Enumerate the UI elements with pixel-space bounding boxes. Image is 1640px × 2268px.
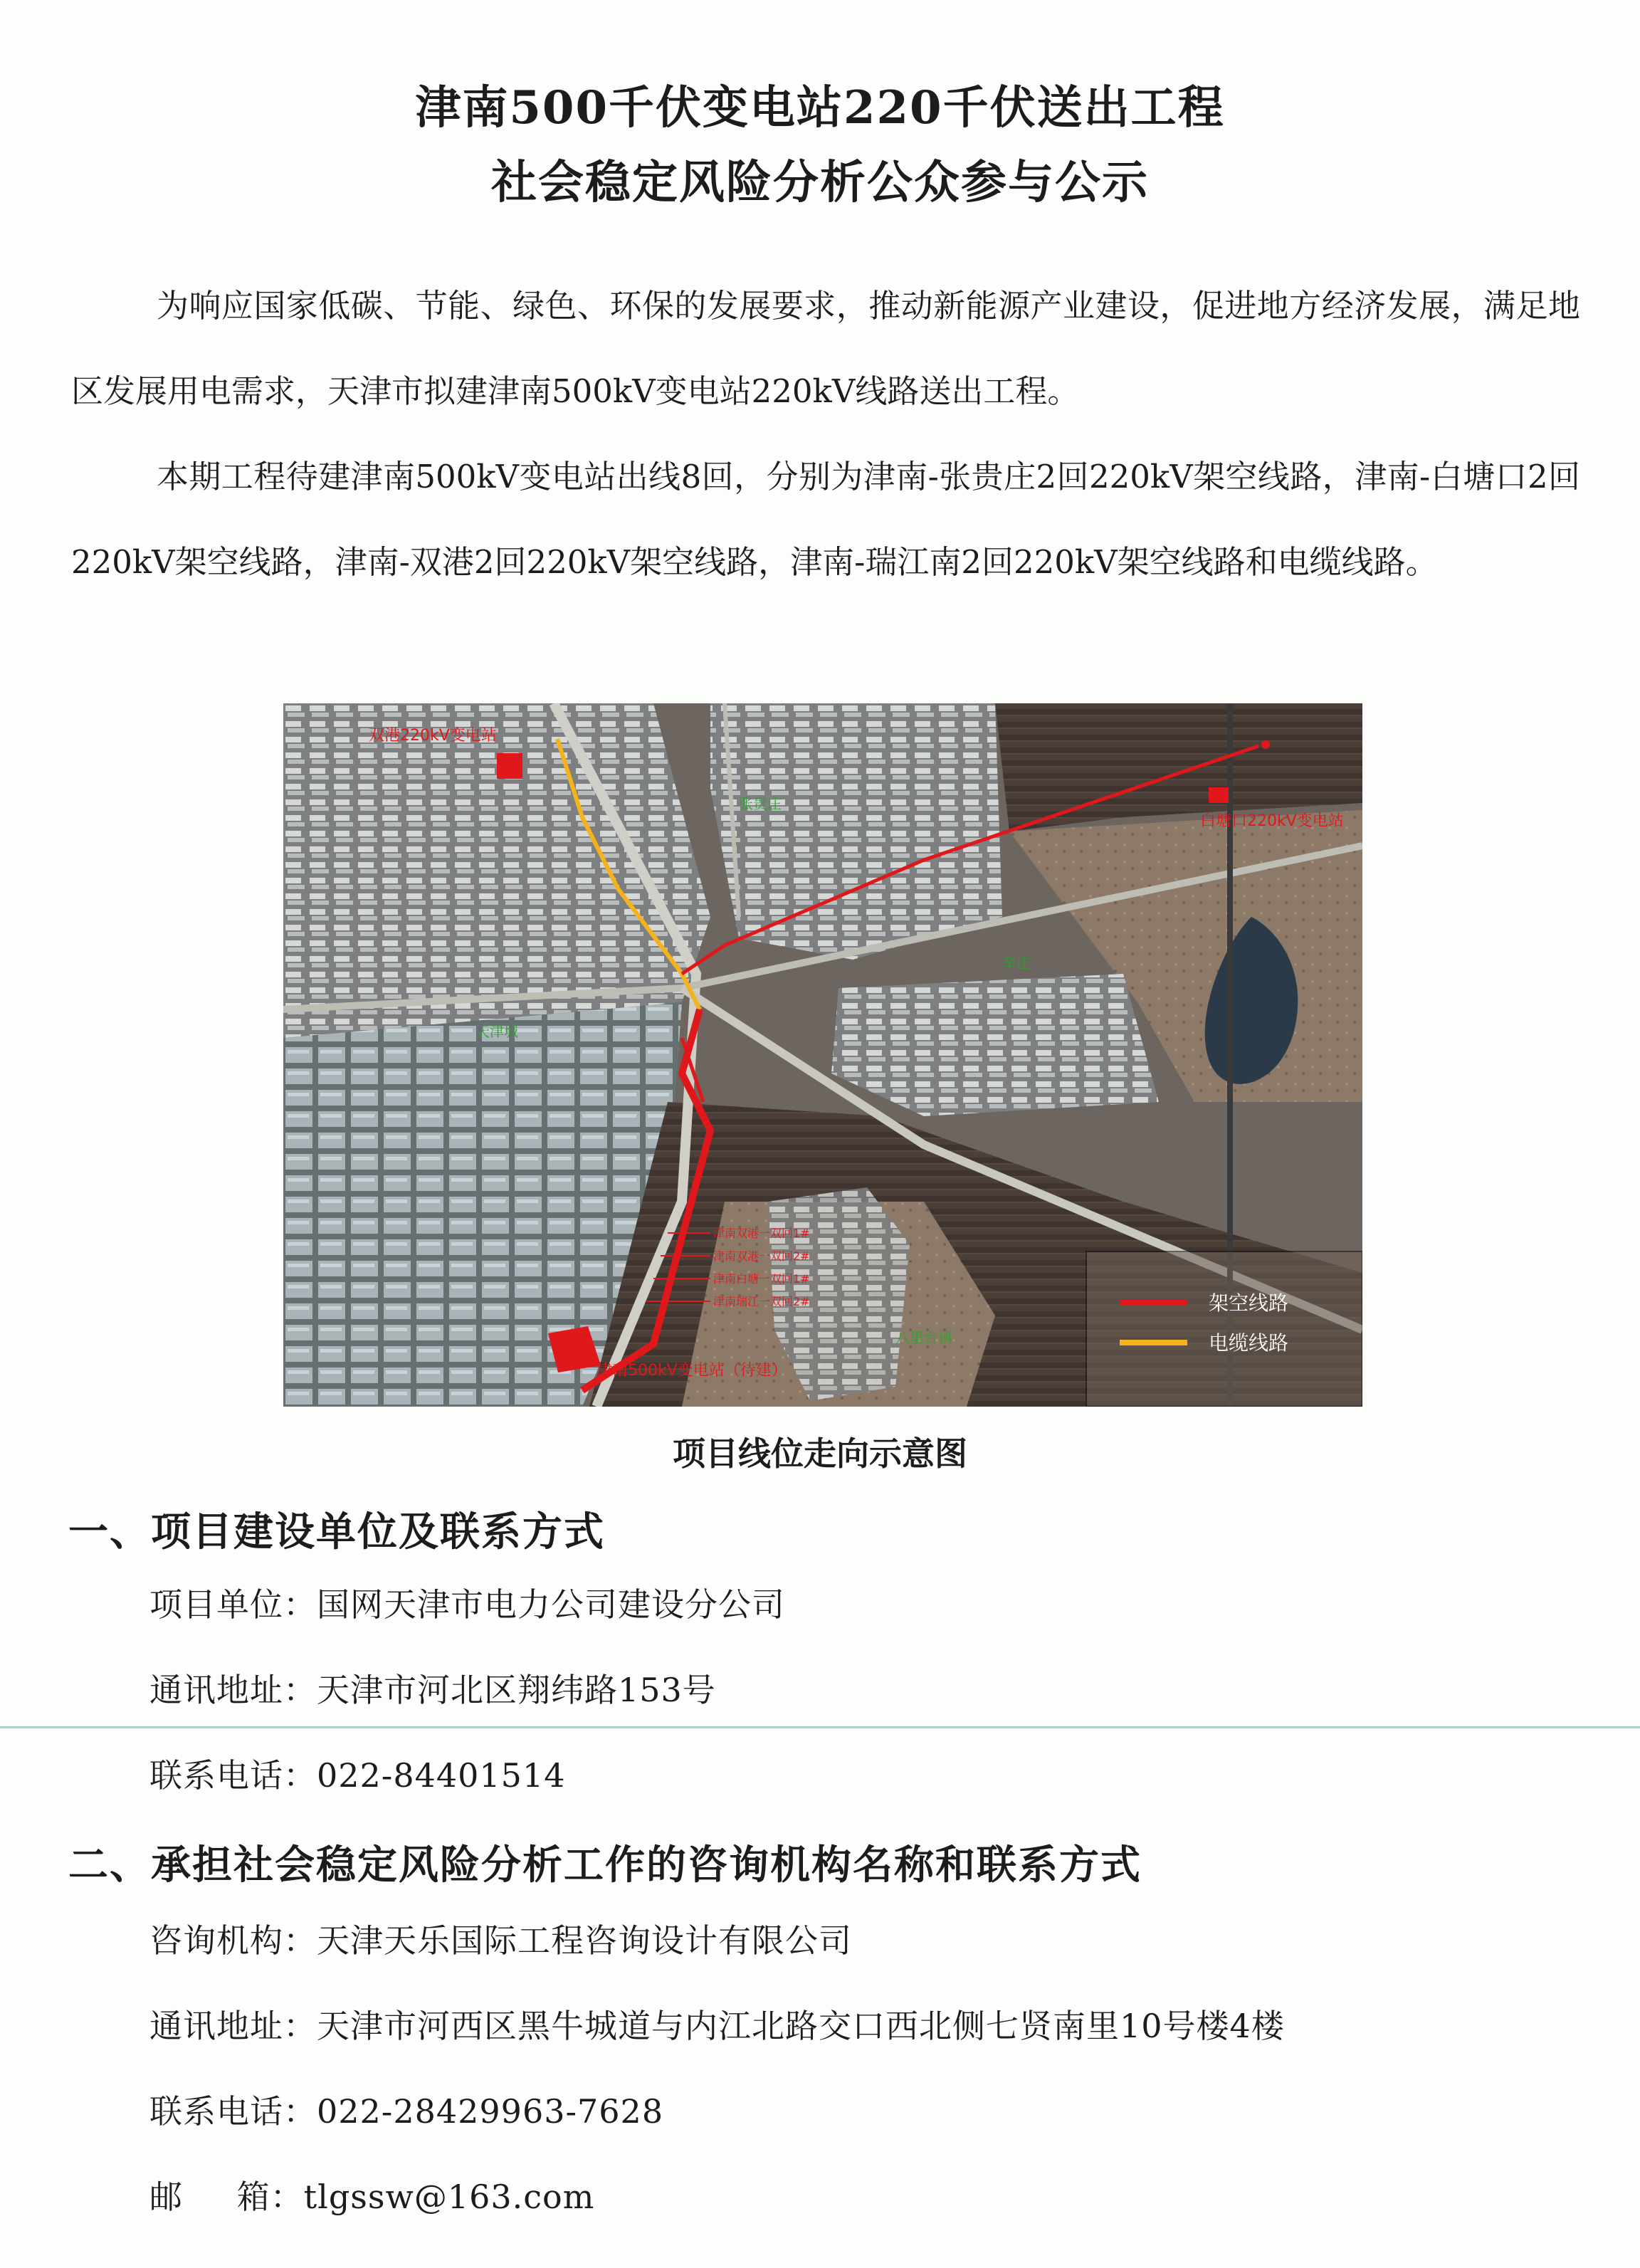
map-label-line-3: 津南白塘一双回1# — [713, 1272, 810, 1286]
address-row-2 — [149, 2000, 1285, 2047]
unit-value: 国网天津市电力公司建设分公司 — [317, 1585, 785, 1624]
section-2-heading: 二、承担社会稳定风险分析工作的咨询机构名称和联系方式 — [68, 1842, 1142, 1889]
intro-paragraph-1: 为响应国家低碳、节能、绿色、环保的发展要求，推动新能源产业建设，促进地方经济发展，满足地区发展用电需求，天津市拟建津南500kV变电站220kV线路送出工程。 — [71, 287, 1580, 410]
map-label-station-main: 津南500kV变电站（待建） — [596, 1362, 787, 1380]
station-marker-tl — [497, 753, 522, 779]
phone-value-2: 022-28429963-7628 — [317, 2092, 664, 2131]
map-label-green-4: 八里台镇 — [895, 1329, 952, 1346]
address-row-1 — [149, 1664, 716, 1711]
map-label-station-tl: 双港220kV变电站 — [369, 727, 497, 745]
phone-label-2: 联系电话： — [149, 2092, 317, 2131]
email-label: 邮 箱： — [149, 2178, 304, 2216]
map-legend — [1086, 1251, 1362, 1407]
map-label-green-2: 天津城 — [475, 1023, 518, 1040]
map-label-green-3: 辛庄 — [1002, 955, 1031, 972]
address-value-1: 天津市河北区翔纬路153号 — [317, 1671, 716, 1709]
legend-overhead-label: 架空线路 — [1209, 1291, 1289, 1315]
phone-value-1: 022-84401514 — [317, 1756, 566, 1795]
org-label: 咨询机构： — [149, 1921, 317, 1960]
legend-cable-label: 电缆线路 — [1209, 1331, 1289, 1355]
org-row — [149, 1915, 852, 1962]
email-row — [149, 2171, 594, 2218]
address-value-2: 天津市河西区黑牛城道与内江北路交口西北侧七贤南里10号楼4楼 — [317, 2007, 1285, 2045]
page-subtitle: 社会稳定风险分析公众参与公示 — [491, 156, 1149, 209]
route-map — [283, 703, 1362, 1407]
phone-row-1 — [149, 1750, 565, 1797]
address-label-1: 通讯地址： — [149, 1671, 317, 1709]
page-title: 津南500千伏变电站220千伏送出工程 — [415, 81, 1225, 135]
map-label-green-1: 张贵庄 — [739, 795, 782, 812]
map-label-station-tr: 白塘口220kV变电站 — [1200, 812, 1344, 830]
scan-divider — [0, 1726, 1640, 1728]
phone-row-2 — [149, 2086, 663, 2133]
unit-row — [149, 1579, 785, 1626]
intro-paragraph-2: 本期工程待建津南500kV变电站出线8回，分别为津南-张贵庄2回220kV架空线路，津南-白塘口2回220kV架空线路，津南-双港2回220kV架空线路，津南-瑞江南2回220kV架空线路和电缆线路。 — [71, 458, 1580, 581]
email-value[interactable]: tlgssw@163.com — [303, 2178, 595, 2216]
org-value: 天津天乐国际工程咨询设计有限公司 — [317, 1921, 852, 1960]
station-marker-tr — [1209, 787, 1229, 803]
map-label-line-4: 津南瑞江一双回2# — [713, 1295, 810, 1308]
address-label-2: 通讯地址： — [149, 2007, 317, 2045]
section-1-heading: 一、项目建设单位及联系方式 — [68, 1509, 605, 1555]
map-label-line-1: 津南双港一双回1# — [713, 1227, 810, 1240]
unit-label: 项目单位： — [149, 1585, 317, 1624]
map-label-line-2: 津南双港一双回2# — [713, 1249, 810, 1263]
map-caption: 项目线位走向示意图 — [673, 1434, 967, 1473]
phone-label-1: 联系电话： — [149, 1756, 317, 1795]
